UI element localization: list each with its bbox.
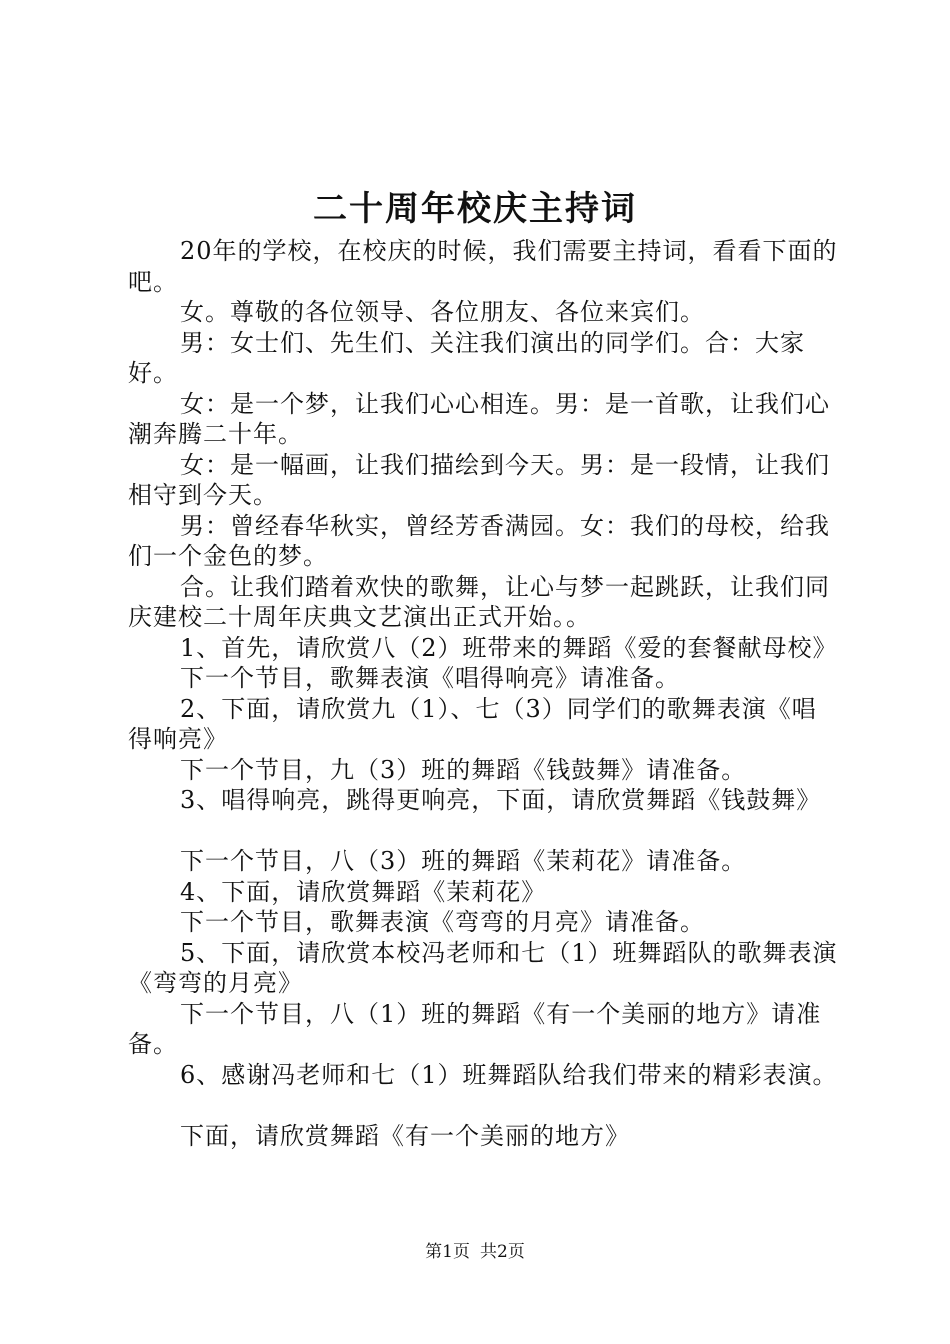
paragraph: 6、感谢冯老师和七（1）班舞蹈队给我们带来的精彩表演。 (180, 1060, 838, 1089)
paragraph: 女。尊敬的各位领导、各位朋友、各位来宾们。 (180, 298, 705, 326)
paragraph: 下一个节目，八（3）班的舞蹈《茉莉花》请准备。 (180, 847, 747, 875)
paragraph: 3、唱得响亮，跳得更响亮，下面，请欣赏舞蹈《钱鼓舞》 (180, 786, 822, 814)
document-body (128, 236, 840, 1151)
paragraph: 1、首先，请欣赏八（2）班带来的舞蹈《爱的套餐献母校》 (180, 633, 838, 662)
blank-line (128, 816, 840, 847)
paragraph: 下一个节目，歌舞表演《唱得响亮》请准备。 (180, 664, 680, 692)
paragraph: 4、下面，请欣赏舞蹈《茉莉花》 (180, 877, 547, 906)
paragraph: 下面，请欣赏舞蹈《有一个美丽的地方》 (180, 1121, 630, 1150)
paragraph: 下一个节目，八（1）班的舞蹈《有一个美丽的地方》请准备。 (128, 999, 822, 1058)
paragraph: 男：女士们、先生们、关注我们演出的同学们。合：大家好。 (128, 328, 805, 387)
paragraph: 下一个节目，九（3）班的舞蹈《钱鼓舞》请准备。 (180, 755, 747, 784)
paragraph: 女：是一幅画，让我们描绘到今天。男：是一段情，让我们相守到今天。 (128, 450, 830, 509)
paragraph: 合。让我们踏着欢快的歌舞，让心与梦一起跳跃，让我们同庆建校二十周年庆典文艺演出正式开始。。 (128, 572, 830, 631)
page-number: 第1页 (425, 1242, 470, 1262)
page-footer (0, 1240, 950, 1264)
paragraph: 5、下面，请欣赏本校冯老师和七（1）班舞蹈队的歌舞表演《弯弯的月亮》 (128, 938, 838, 997)
blank-line (128, 1090, 840, 1121)
paragraph: 下一个节目，歌舞表演《弯弯的月亮》请准备。 (180, 908, 705, 936)
document-title: 二十周年校庆主持词 (313, 189, 637, 229)
paragraph: 2、下面，请欣赏九（1）、七（3）同学们的歌舞表演《唱得响亮》 (128, 694, 817, 753)
page-total: 共2页 (480, 1242, 525, 1262)
paragraph: 女：是一个梦，让我们心心相连。男：是一首歌，让我们心潮奔腾二十年。 (128, 389, 830, 448)
paragraph: 20年的学校，在校庆的时候，我们需要主持词，看看下面的吧。 (128, 237, 838, 296)
paragraph: 男：曾经春华秋实，曾经芳香满园。女：我们的母校，给我们一个金色的梦。 (128, 511, 830, 570)
